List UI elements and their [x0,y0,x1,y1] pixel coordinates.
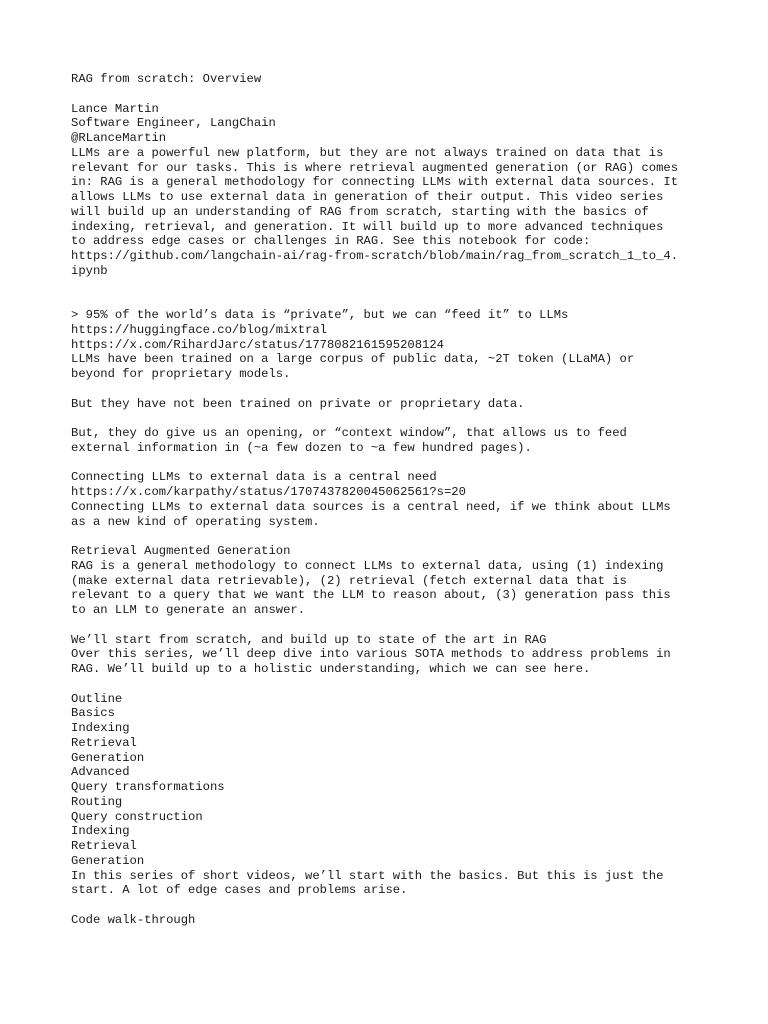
text-line: Indexing [71,721,130,735]
text-line: (make external data retrievable), (2) retrieval (fetch external data that is [71,573,627,588]
text-line: external information in (~a few dozen to ~a few hundred pages). [71,440,532,455]
text-line: Connecting LLMs to external data is a central need [71,470,437,485]
text-line: RAG. We’ll build up to a holistic understanding, which we can see here. [71,662,591,676]
text-line: https://x.com/karpathy/status/1707437820045062561?s=20 [71,485,466,499]
text-line: RAG from scratch: Overview [71,72,262,86]
text-line: Outline [71,691,123,706]
blank-line [71,529,731,544]
document-body [71,72,731,928]
blank-line [71,677,731,692]
text-line: https://x.com/RihardJarc/status/1778082161595208124 [71,337,444,352]
text-line: Retrieval Augmented Generation [71,544,291,558]
text-line: relevant for our tasks. This is where retrieval augmented generation (or RAG) comes [71,160,679,175]
text-line: LLMs have been trained on a large corpus of public data, ~2T token (LLaMA) or [71,352,635,367]
text-line: Lance Martin [71,101,159,116]
blank-line [71,456,731,471]
text-line: Connecting LLMs to external data sources is a central need, if we think about LLMs [71,499,671,514]
text-line: Query transformations [71,780,225,794]
text-line: start. A lot of edge cases and problems arise. [71,883,408,898]
text-line: Indexing [71,824,130,839]
text-line: Code walk-through [71,912,196,927]
text-line: https://huggingface.co/blog/mixtral [71,322,327,337]
text-line: We’ll start from scratch, and build up to state of the art in RAG [71,632,547,647]
text-line: Query construction [71,809,203,824]
text-line: LLMs are a powerful new platform, but they are not always trained on data that is [71,145,664,160]
text-line: beyond for proprietary models. [71,367,291,381]
text-line: Over this series, we’ll deep dive into various SOTA methods to address problems in [71,647,671,662]
text-line: Generation [71,750,145,765]
text-line: ipynb [71,263,108,278]
text-line: indexing, retrieval, and generation. It will build up to more advanced techniques [71,219,664,234]
blank-line [71,293,731,308]
text-line: to an LLM to generate an answer. [71,603,306,617]
text-line: RAG is a general methodology to connect LLMs to external data, using (1) indexing [71,558,664,573]
text-line: Advanced [71,765,130,780]
text-line: But, they do give us an opening, or “context window”, that allows us to feed [71,426,627,440]
text-line: In this series of short videos, we’ll start with the basics. But this is just the [71,868,664,883]
text-line: Routing [71,794,123,809]
blank-line [71,87,731,102]
text-line: allows LLMs to use external data in generation of their output. This video series [71,190,664,204]
text-line: will build up an understanding of RAG from scratch, starting with the basics of [71,204,649,219]
text-line: https://github.com/langchain-ai/rag-from-scratch/blob/main/rag_from_scratch_1_to_4. [71,249,679,263]
text-line: Retrieval [71,735,137,750]
text-line: Basics [71,706,115,721]
text-line: Generation [71,853,145,868]
text-line: as a new kind of operating system. [71,514,320,529]
blank-line [71,618,731,633]
blank-line [71,411,731,426]
blank-line [71,279,731,294]
text-line: But they have not been trained on private or proprietary data. [71,396,525,411]
text-line: in: RAG is a general methodology for connecting LLMs with external data sources. It [71,175,679,190]
text-line: to address edge cases or challenges in RAG. See this notebook for code: [71,234,591,249]
text-line: relevant to a query that we want the LLM to reason about, (3) generation pass this [71,588,671,603]
text-line: Retrieval [71,839,137,853]
text-line: Software Engineer, LangChain [71,116,276,131]
blank-line [71,382,731,397]
text-line: @RLanceMartin [71,131,167,145]
text-line: > 95% of the world’s data is “private”, but we can “feed it” to LLMs [71,308,569,322]
blank-line [71,898,731,913]
